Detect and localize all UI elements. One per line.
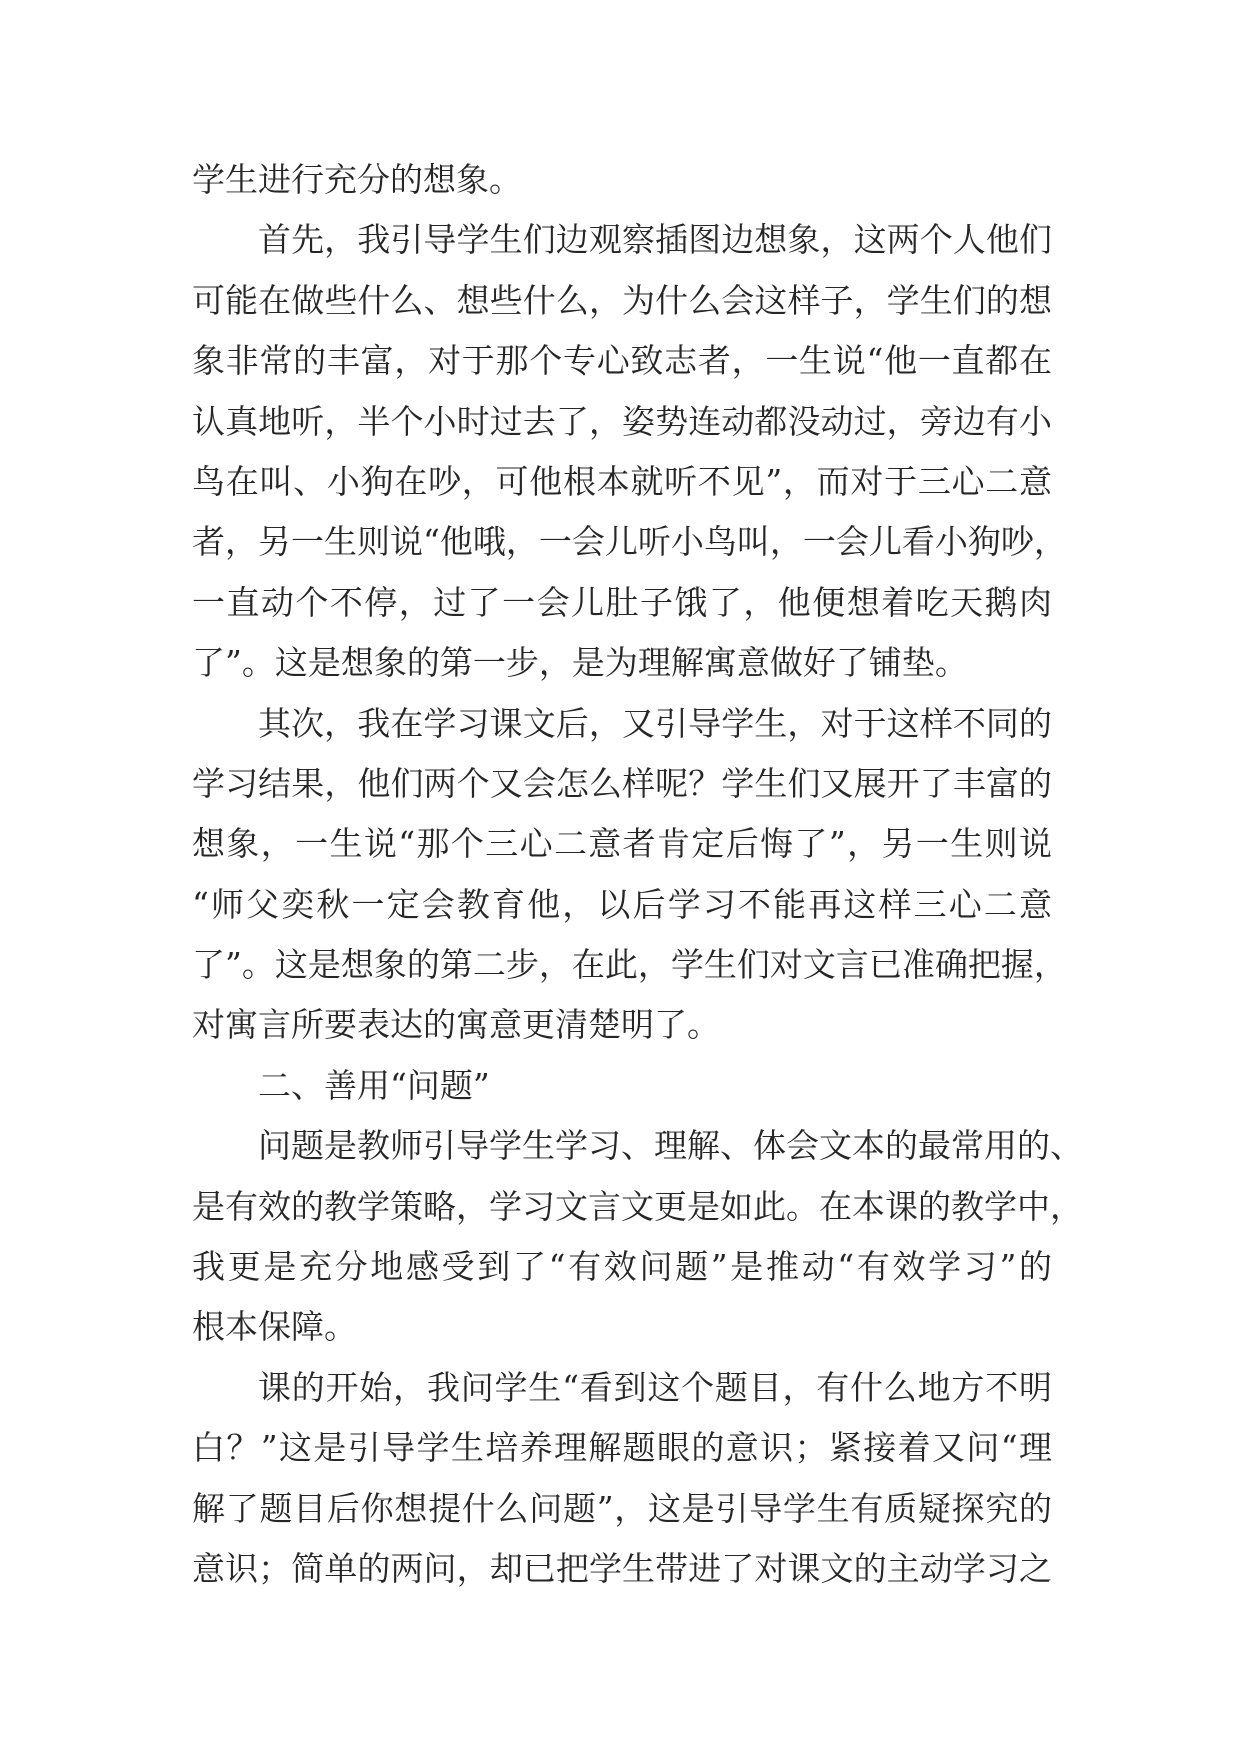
text-line: 意识；简单的两问，却已把学生带进了对课文的主动学习之 [192, 1548, 1052, 1588]
text-line: 根本保障。 [192, 1307, 357, 1347]
text-line: 一直动个不停，过了一会儿肚子饿了，他便想着吃天鹅肉 [192, 582, 1052, 622]
text-line: 学生进行充分的想象。 [192, 160, 522, 199]
text-line: 认真地听，半个小时过去了，姿势连动都没动过，旁边有小 [192, 401, 1052, 441]
text-line: 课的开始，我问学生“看到这个题目，有什么地方不明 [258, 1367, 1052, 1407]
text-line: 想象，一生说“那个三心二意者肯定后悔了”，另一生则说 [192, 824, 1052, 864]
text-line: 首先，我引导学生们边观察插图边想象，这两个人他们 [258, 220, 1052, 260]
text-line: 问题是教师引导学生学习、理解、体会文本的最常用的、 [258, 1126, 1083, 1166]
text-line: “师父奕秋一定会教育他，以后学习不能再这样三心二意 [192, 884, 1052, 924]
text-line: 象非常的丰富，对于那个专心致志者，一生说“他一直都在 [192, 341, 1052, 381]
text-line: 了”。这是想象的第一步，是为理解寓意做好了铺垫。 [192, 643, 968, 683]
text-line: 二、善用“问题” [258, 1065, 490, 1105]
text-line: 其次，我在学习课文后，又引导学生，对于这样不同的 [258, 703, 1052, 743]
body-text [192, 150, 1083, 1599]
text-line: 了”。这是想象的第二步，在此，学生们对文言已准确把握， [192, 945, 1067, 985]
text-line: 学习结果，他们两个又会怎么样呢？学生们又展开了丰富的 [192, 763, 1052, 803]
text-line: 解了题目后你想提什么问题”，这是引导学生有质疑探究的 [192, 1488, 1052, 1528]
text-line: 我更是充分地感受到了“有效问题”是推动“有效学习”的 [192, 1247, 1052, 1287]
text-line: 是有效的教学策略，学习文言文更是如此。在本课的教学中， [192, 1186, 1083, 1226]
text-line: 鸟在叫、小狗在吵，可他根本就听不见”，而对于三心二意 [192, 461, 1052, 501]
text-line: 者，另一生则说“他哦，一会儿听小鸟叫，一会儿看小狗吵， [192, 522, 1067, 562]
text-line: 可能在做些什么、想些什么，为什么会这样子，学生们的想 [192, 280, 1052, 320]
text-line: 对寓言所要表达的寓意更清楚明了。 [192, 1005, 720, 1045]
text-line: 白？”这是引导学生培养理解题眼的意识；紧接着又问“理 [192, 1428, 1052, 1468]
